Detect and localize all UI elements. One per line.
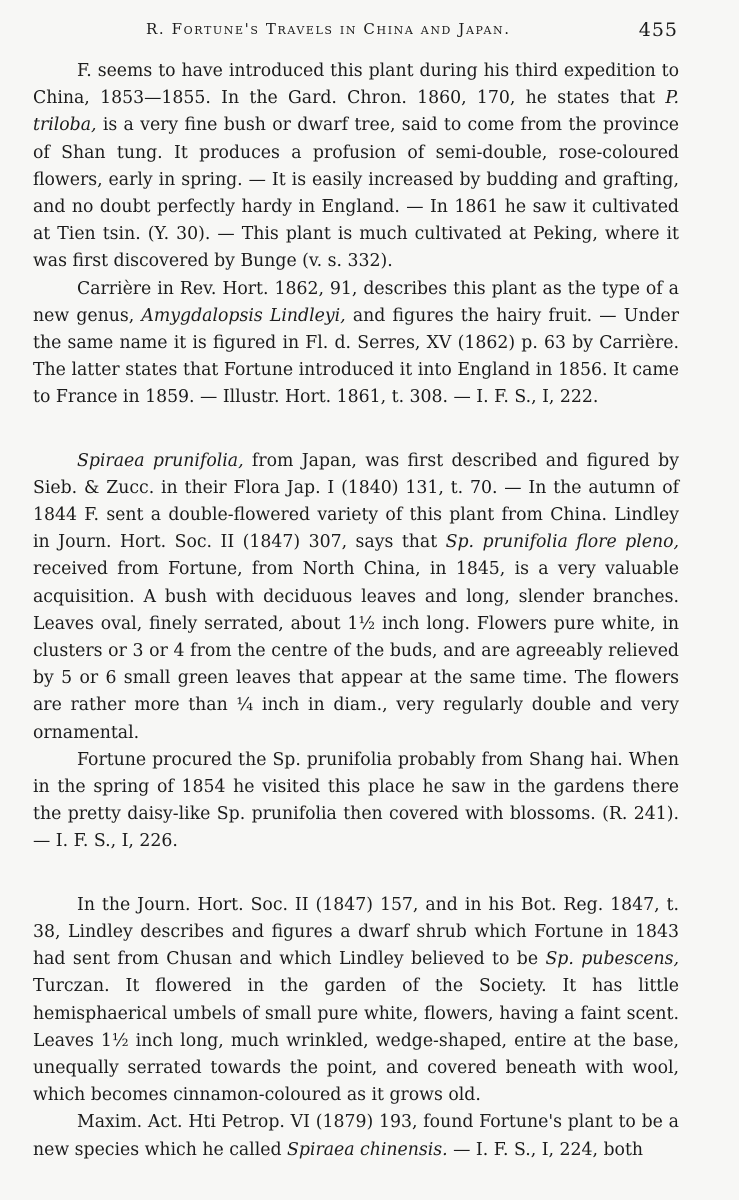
italic-text: Amygdalopsis Lindleyi, [141,305,346,326]
text-segment: Turczan. It flowered in the garden of the Society. It has little hemisphaerical umbels of small pure white, flowers, having a faint scent. Leaves 1½ inch long, much wrinkled, wedge-shaped, entire at the base, unequally serrated towards the point, and covered beneath with wool, which becomes cinnamon-coloured as it grows old. [33,976,679,1106]
body-text [33,58,679,1164]
page-number: 455 [638,19,678,41]
paragraph [33,892,679,1110]
text-segment: Fortune procured the Sp. prunifolia probably from Shang hai. When in the spring of 1854 he visited this place he saw in the gardens there the pretty daisy-like Sp. prunifolia then covered with blossoms. (R. 241). — I. F. S., I, 226. [33,749,679,852]
paragraph [33,276,679,412]
italic-text: P. triloba, [33,88,679,136]
text-segment: Maxim. Act. Hti Petrop. VI (1879) 193, found Fortune's plant to be a new species which he called [33,1112,679,1160]
italic-text: Spiraea prunifolia, [77,450,244,471]
text-segment: from Japan, was first described and figured by Sieb. & Zucc. in their Flora Jap. I (1840) 131, t. 70. — In the autumn of 1844 F. sent a double-flowered variety of this plant from China. Lindley in Journ. Hort. Soc. II (1847) 307, says that [33,450,679,553]
text-segment: In the Journ. Hort. Soc. II (1847) 157, and in his Bot. Reg. 1847, t. 38, Lindley describes and figures a dwarf shrub which Fortune in 1843 had sent from Chusan and which Lindley believed to be [33,894,679,970]
italic-text: Sp. pubescens, [545,949,679,970]
text-segment: received from Fortune, from North China, in 1845, is a very valuable acquisition. A bush with deciduous leaves and long, slender branches. Leaves oval, finely serrated, about 1½ inch long. Flowers pure white, in clusters or 3 or 4 from the centre of the buds, and are agreeably relieved by 5 or 6 small green leaves that appear at the same time. The flowers are rather more than ¼ inch in diam., very regularly double and very ornamental. [33,559,679,743]
text-segment: and figures the hairy fruit. — Under the same name it is figured in Fl. d. Serres, XV (1862) p. 63 by Carrière. The latter states that Fortune introduced it into England in 1856. It came to France in 1859. — Illustr. Hort. 1861, t. 308. — I. F. S., I, 222. [33,305,680,408]
paragraph [33,448,679,747]
paragraph [33,1109,679,1163]
text-segment: F. seems to have introduced this plant during his third expedition to China, 1853—1855. In the Gard. Chron. 1860, 170, he states that [33,61,679,109]
page-header [0,0,739,50]
text-segment: is a very fine bush or dwarf tree, said to come from the province of Shan tung. It produces a profusion of semi-double, rose-coloured flowers, early in spring. — It is easily increased by budding and grafting, and no doubt perfectly hardy in England. — In 1861 he saw it cultivated at Tien tsin. (Y. 30). — This plant is much cultivated at Peking, where it was first discovered by Bunge (v. s. 332). [33,115,679,272]
text-segment: — I. F. S., I, 224, both [447,1139,644,1160]
paragraph [33,58,679,276]
paragraph [33,747,679,856]
italic-text: Spiraea chinensis. [287,1139,448,1160]
text-segment: Carrière in Rev. Hort. 1862, 91, describes this plant as the type of a new genus, [33,278,679,326]
italic-text: Sp. prunifolia flore pleno, [445,532,680,553]
running-title: R. Fortune's Travels in China and Japan. [146,20,511,38]
